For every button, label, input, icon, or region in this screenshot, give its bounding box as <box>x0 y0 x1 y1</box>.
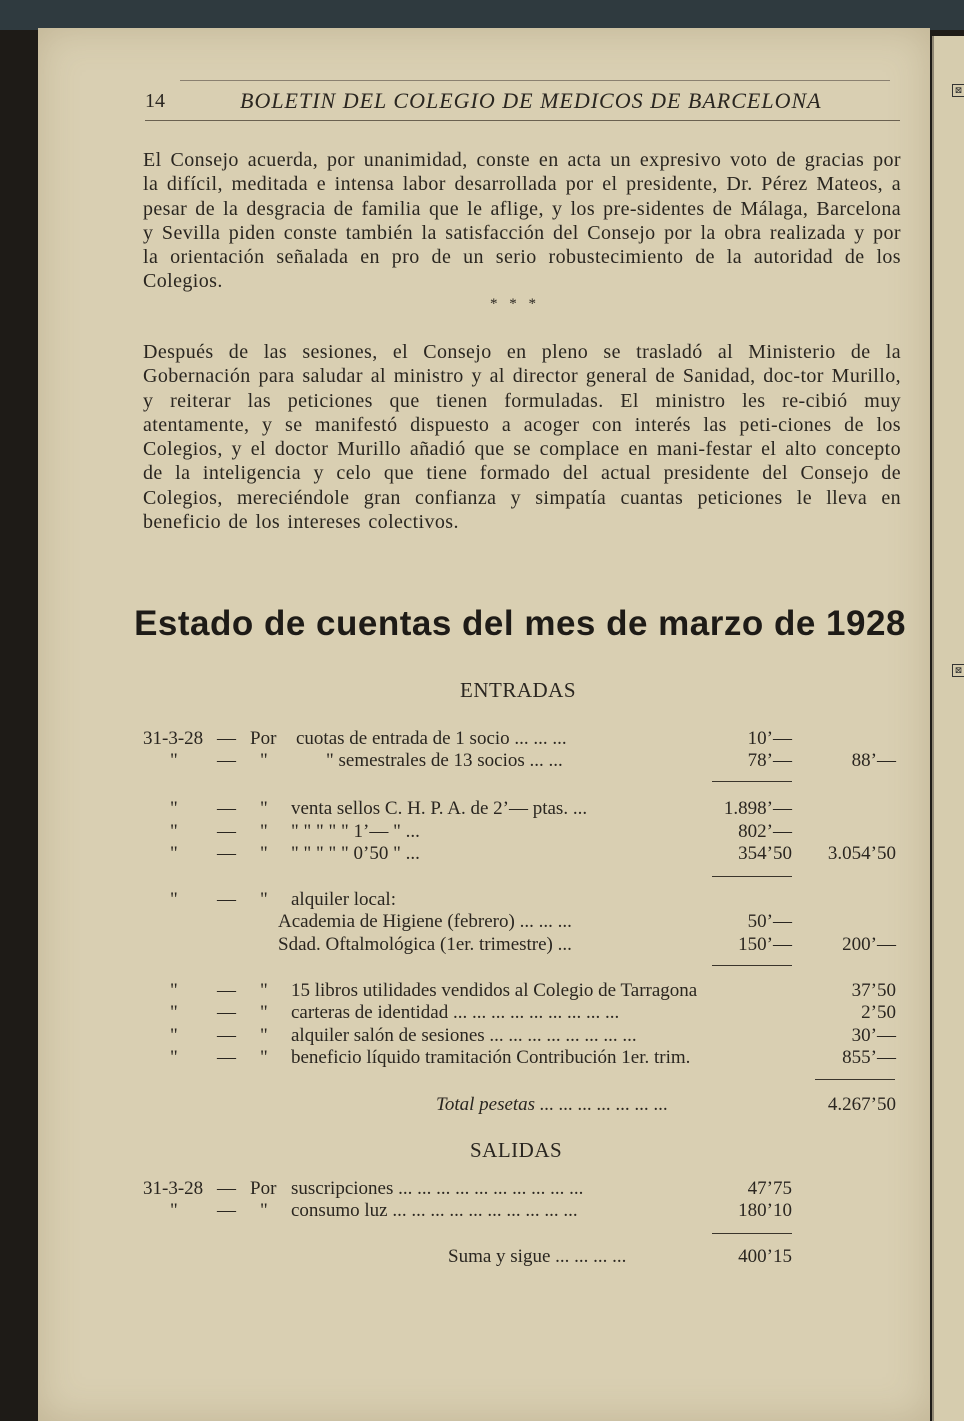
table-row <box>0 911 964 933</box>
row-description: cuotas de entrada de 1 socio ... ... ... <box>296 728 567 749</box>
row-description: suscripciones ... ... ... ... ... ... ... ... ... ... <box>291 1178 584 1199</box>
row-description: alquiler local: <box>291 889 396 910</box>
row-amount: 802’— <box>738 821 792 842</box>
row-por: " <box>260 798 268 819</box>
subtotal-rule <box>712 781 792 782</box>
row-date: " <box>170 1025 178 1046</box>
row-total: 88’— <box>851 750 896 771</box>
row-dash: — <box>217 1200 236 1221</box>
row-amount: 150’— <box>738 934 792 955</box>
row-description: " semestrales de 13 socios ... ... <box>326 750 563 771</box>
row-total: 37’50 <box>851 980 896 1001</box>
row-dash: — <box>217 821 236 842</box>
row-por: " <box>260 821 268 842</box>
row-date: " <box>170 750 178 771</box>
row-por: " <box>260 1025 268 1046</box>
scan-background <box>0 0 964 30</box>
entradas-heading: ENTRADAS <box>460 678 577 702</box>
table-row <box>0 798 964 820</box>
table-row <box>0 750 964 772</box>
row-amount: 1.898’— <box>723 798 792 819</box>
row-date: 31-3-28 <box>143 1178 204 1199</box>
row-por: " <box>260 889 268 910</box>
row-dash: — <box>217 980 236 1001</box>
row-date: " <box>170 980 178 1001</box>
row-date: 31-3-28 <box>143 728 204 749</box>
table-row <box>0 843 964 865</box>
table-row <box>0 821 964 843</box>
table-row <box>0 1002 964 1024</box>
scan-marker-icon: ⊠ <box>952 664 964 677</box>
row-por: Por <box>250 1178 277 1199</box>
subtotal-rule <box>712 876 792 877</box>
row-por: " <box>260 750 268 771</box>
header-rule <box>180 80 890 81</box>
row-total: 200’— <box>842 934 896 955</box>
row-description: consumo luz ... ... ... ... ... ... ... ... ... ... <box>291 1200 578 1221</box>
page-number: 14 <box>145 90 165 112</box>
row-dash: — <box>217 889 236 910</box>
row-dash: — <box>217 750 236 771</box>
sum-row <box>0 1246 964 1268</box>
row-amount: 50’— <box>747 911 792 932</box>
table-row <box>0 1047 964 1069</box>
row-description: carteras de identidad ... ... ... ... ... ... ... ... ... <box>291 1002 620 1023</box>
row-total: 2’50 <box>861 1002 896 1023</box>
row-dash: — <box>217 843 236 864</box>
row-por: " <box>260 1002 268 1023</box>
row-dash: — <box>217 1047 236 1068</box>
row-amount: 354’50 <box>738 843 792 864</box>
row-date: " <box>170 1002 178 1023</box>
row-description: alquiler salón de sesiones ... ... ... ... ... ... ... ... <box>291 1025 637 1046</box>
row-description: Sdad. Oftalmológica (1er. trimestre) ... <box>278 934 572 955</box>
row-description: beneficio líquido tramitación Contribución 1er. trim. <box>291 1047 691 1068</box>
table-row <box>0 1025 964 1047</box>
row-dash: — <box>217 1178 236 1199</box>
row-por: Por <box>250 728 277 749</box>
row-description: " " " " " 1’— " ... <box>291 821 420 842</box>
row-amount: 78’— <box>747 750 792 771</box>
table-row <box>0 728 964 750</box>
row-total: 855’— <box>842 1047 896 1068</box>
scan-marker-icon: ⊠ <box>952 84 964 97</box>
table-row <box>0 980 964 1002</box>
row-dash: — <box>217 1002 236 1023</box>
paragraph: Después de las sesiones, el Consejo en pleno se trasladó al Ministerio de la Gobernación para saludar al ministro y al director general de Sanidad, doc-tor Murillo, y reiterar las peticiones que tienen formuladas. El ministro les re-cibió muy atentamente, y se manifestó dispuesto a acoger con interés las peti-ciones de los Colegios, y el doctor Murillo añadió que se complace en mani-festar el alto concepto de la inteligencia y celo que tiene formado del actual presidente del Consejo de Colegios, mereciéndole gran confianza y simpatía cuantas peticiones le lleva en beneficio de los intereses colectivos. <box>143 341 901 534</box>
row-dash: — <box>217 798 236 819</box>
table-row <box>0 1200 964 1222</box>
table-row <box>0 889 964 911</box>
salidas-heading: SALIDAS <box>470 1138 563 1162</box>
row-date: " <box>170 1047 178 1068</box>
row-amount: 47’75 <box>747 1178 792 1199</box>
row-amount: 180’10 <box>738 1200 792 1221</box>
row-description: Academia de Higiene (febrero) ... ... ... <box>278 911 572 932</box>
row-date: " <box>170 798 178 819</box>
accounts-title: Estado de cuentas del mes de marzo de 1928 <box>134 604 906 643</box>
row-date: " <box>170 843 178 864</box>
row-por: " <box>260 980 268 1001</box>
journal-title: BOLETIN DEL COLEGIO DE MEDICOS DE BARCELONA <box>240 88 822 113</box>
table-row <box>0 934 964 956</box>
total-row <box>0 1094 964 1116</box>
row-date: " <box>170 889 178 910</box>
subtotal-rule <box>712 1233 792 1234</box>
row-date: " <box>170 1200 178 1221</box>
total-value: 4.267’50 <box>827 1094 896 1115</box>
row-description: " " " " " 0’50 " ... <box>291 843 420 864</box>
total-label: Total pesetas ... ... ... ... ... ... ... <box>436 1094 669 1115</box>
paragraph: El Consejo acuerda, por unanimidad, conste en acta un expresivo voto de gracias por la difícil, meditada e intensa labor desarrollada por el presidente, Dr. Pérez Mateos, a pesar de la desgracia de familia que le aflige, y los pre-sidentes de Málaga, Barcelona y Sevilla piden conste también la satisfacción del Consejo por la obra realizada y por la orientación señalada en pro de un serio robustecimiento de la autoridad de los Colegios. <box>143 149 901 293</box>
table-row <box>0 1178 964 1200</box>
row-total: 30’— <box>851 1025 896 1046</box>
row-dash: — <box>217 1025 236 1046</box>
row-dash: — <box>217 728 236 749</box>
row-por: " <box>260 1047 268 1068</box>
row-description: 15 libros utilidades vendidos al Colegio de Tarragona <box>291 980 698 1001</box>
row-por: " <box>260 1200 268 1221</box>
sum-value: 400’15 <box>738 1246 792 1267</box>
row-amount: 10’— <box>747 728 792 749</box>
running-header <box>145 90 900 121</box>
sum-label: Suma y sigue ... ... ... ... <box>448 1246 627 1267</box>
section-separator: * * * <box>490 296 540 312</box>
subtotal-rule <box>712 965 792 966</box>
row-total: 3.054’50 <box>827 843 896 864</box>
row-por: " <box>260 843 268 864</box>
row-description: venta sellos C. H. P. A. de 2’— ptas. ... <box>291 798 588 819</box>
total-rule <box>815 1079 895 1080</box>
row-date: " <box>170 821 178 842</box>
